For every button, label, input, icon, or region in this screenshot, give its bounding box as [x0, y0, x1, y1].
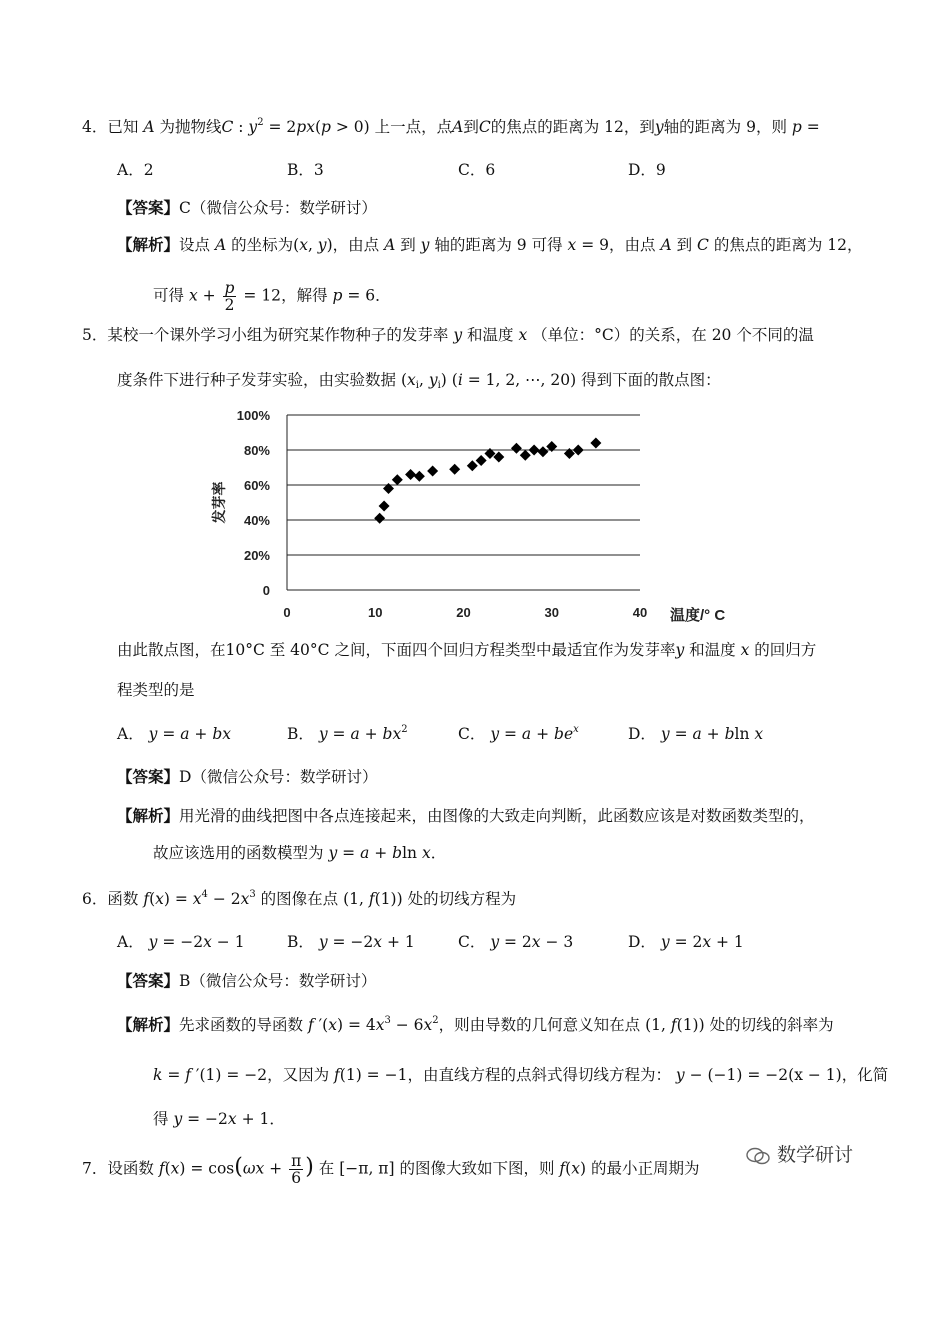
data-point	[374, 513, 385, 524]
y-axis-ticks	[237, 408, 271, 598]
q5-option-c: C． $y = a + be^x$	[458, 724, 579, 743]
q6-option-a: A． y = −2x − 1	[117, 933, 245, 951]
q7-stem: 7．设函数 f(x) = cos(ωx + $\frac{\pi}{6}$ ) 在 [−π, π] 的图像大致如下图，则 f(x) 的最小正周期为	[82, 1152, 700, 1187]
data-point	[405, 469, 416, 480]
data-point	[392, 474, 403, 485]
y-tick-label: 60%	[243, 478, 270, 493]
data-point	[449, 464, 460, 475]
data-point	[511, 443, 522, 454]
y-axis-label: 发芽率	[211, 481, 227, 524]
q6-option-d: D． y = 2x + 1	[628, 933, 744, 951]
data-point	[427, 466, 438, 477]
wechat-icon	[745, 1147, 771, 1165]
q5-after-1: 由此散点图，在10°C 至 40°C 之间，下面四个回归方程类型中最适宜作为发芽率y 和温度 x 的回归方	[117, 641, 817, 659]
x-tick-label: 0	[283, 605, 291, 620]
x-tick-label: 40	[632, 605, 648, 620]
data-point	[590, 438, 601, 449]
data-point	[467, 460, 478, 471]
q4-option-c: C．6	[458, 161, 496, 179]
x-axis-ticks	[283, 605, 647, 620]
q6-option-c: C． y = 2x − 3	[458, 933, 574, 951]
q6-analysis: 【解析】先求函数的导函数 f $'(x) = 4x^3 - 6x^2$，则由导数的几何意义知在点 (1, f(1)) 处的切线的斜率为	[117, 1015, 834, 1034]
x-tick-label: 30	[544, 605, 559, 620]
y-tick-label: 20%	[243, 548, 270, 563]
q5-stem-1: 5．某校一个课外学习小组为研究某作物种子的发芽率 y 和温度 x （单位：°C）的关系，在 20 个不同的温	[82, 326, 814, 344]
data-point	[529, 445, 540, 456]
data-point	[476, 455, 487, 466]
x-tick-label: 10	[368, 605, 383, 620]
q6-analysis-2: k = f ′(1) = −2，又因为 f(1) = −1，由直线方程的点斜式得切线方程为： y − (−1) = −2(x − 1)，化简	[153, 1066, 889, 1084]
y-tick-label: 80%	[243, 443, 270, 458]
germination-scatter-chart	[200, 400, 760, 630]
q5-analysis-2: 故应该选用的函数模型为 y = a + bln x．	[153, 844, 447, 862]
q4-analysis: 【解析】设点 A 的坐标为(x, y)，由点 A 到 y 轴的距离为 9 可得 x = 9，由点 A 到 C 的焦点的距离为 12，	[117, 235, 863, 254]
y-tick-label: 40%	[243, 513, 270, 528]
q5-after-2: 程类型的是	[117, 681, 195, 699]
data-point	[520, 450, 531, 461]
q5-option-a: A． y = a + bx	[117, 725, 232, 743]
q5-option-d: D． y = a + bln x	[628, 725, 764, 743]
q4-analysis-2: 可得 x + $\frac{p}{2}$ = 12，解得 p = 6．	[153, 279, 391, 314]
x-tick-label: 20	[456, 605, 471, 620]
q5-stem-2: 度条件下进行种子发芽实验，由实验数据 ($x_i$, $y_i$) (i = 1, 2, ⋯, 20) 得到下面的散点图：	[117, 371, 721, 391]
q4-answer: 【答案】C（微信公众号：数学研讨）	[117, 198, 377, 217]
q4-stem: 4．已知 A 为抛物线C : $y^2 = 2px(p > 0)$ 上一点，点A到C的焦点的距离为 12，到y轴的距离为 9，则 p =	[82, 117, 820, 136]
y-tick-label: 0	[262, 583, 270, 598]
q6-stem: 6．函数 $f(x) = x^4 - 2x^3$ 的图像在点 (1, f(1)) 处的切线方程为	[82, 889, 517, 908]
q6-answer: 【答案】B（微信公众号：数学研讨）	[117, 971, 377, 990]
x-axis-label: 温度/° C	[670, 607, 726, 624]
watermark-text: 数学研讨	[777, 1144, 854, 1166]
q4-option-d: D．9	[628, 161, 666, 179]
q4-option-b: B．3	[287, 161, 324, 179]
q6-option-b: B． y = −2x + 1	[287, 933, 415, 951]
data-point	[379, 501, 390, 512]
data-point	[537, 446, 548, 457]
q6-analysis-3: 得 y = −2x + 1．	[153, 1110, 285, 1128]
q5-analysis: 【解析】用光滑的曲线把图中各点连接起来，由图像的大致走向判断，此函数应该是对数函数类型的，	[117, 806, 815, 825]
watermark	[745, 1140, 853, 1167]
q5-option-b: B． $y = a + bx^2$	[287, 724, 408, 743]
q5-answer: 【答案】D（微信公众号：数学研讨）	[117, 767, 378, 786]
q4-option-a: A．2	[117, 161, 154, 179]
chart-grid	[287, 415, 640, 590]
y-tick-label: 100%	[236, 408, 270, 423]
data-point	[414, 471, 425, 482]
